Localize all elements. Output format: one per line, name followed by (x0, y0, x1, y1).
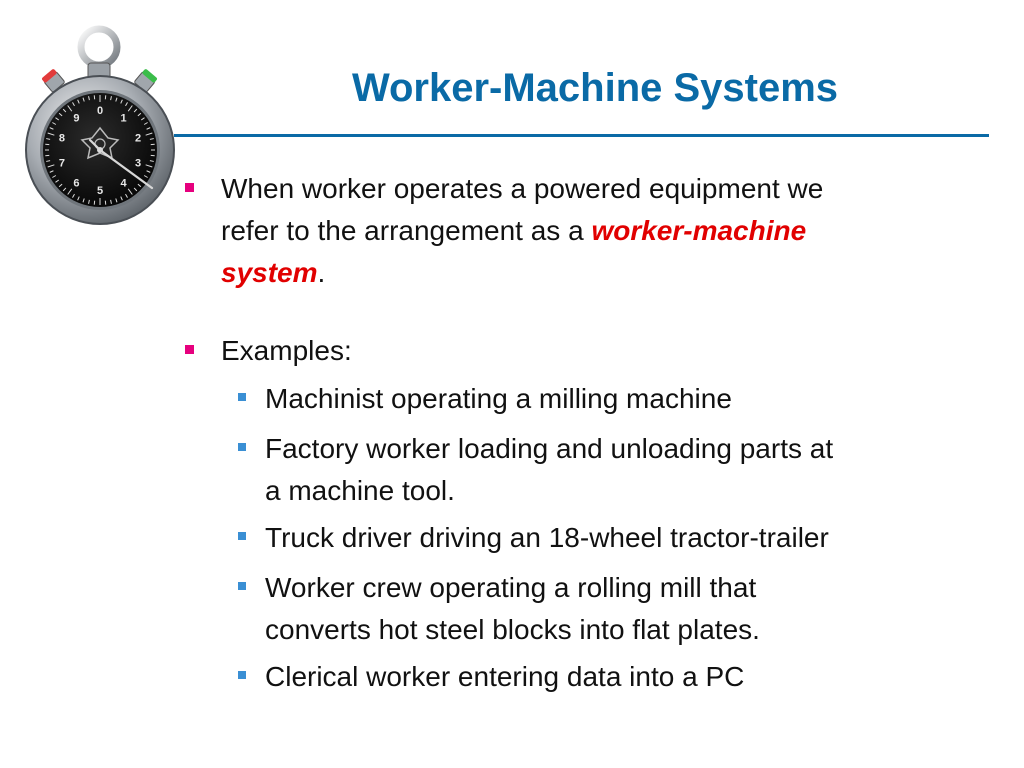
bullet-line: converts hot steel blocks into flat plates. (265, 614, 760, 645)
bullet-marker (185, 183, 194, 192)
bullet-text: refer to the arrangement as a (221, 215, 592, 246)
bullet-line: Worker crew operating a rolling mill that (265, 572, 757, 603)
sub-bullet-marker (238, 671, 246, 679)
bullet-line: When worker operates a powered equipment we (221, 173, 824, 204)
sub-bullet-item (265, 428, 833, 512)
bullet-marker (185, 345, 194, 354)
bullet-line: Truck driver driving an 18-wheel tractor-trailer (265, 522, 829, 553)
dial-number: 9 (73, 112, 80, 125)
bullet-worker-machine (221, 168, 823, 294)
sub-bullet-marker (238, 443, 246, 451)
sub-bullet-marker (238, 393, 246, 401)
dial-number: 6 (73, 177, 80, 190)
sub-bullet-item (265, 517, 829, 559)
dial-number: 8 (58, 132, 66, 145)
dial-number: 5 (96, 185, 104, 197)
bullet-text: . (317, 257, 326, 288)
slide-title: Worker-Machine Systems (351, 66, 839, 110)
emphasis-term: worker-machine (591, 215, 807, 246)
dial-number: 2 (134, 132, 142, 145)
bullet-line (221, 252, 823, 294)
bullet-line: Factory worker loading and unloading parts at (265, 433, 834, 464)
bullet-line (221, 210, 823, 252)
bullet-line: Machinist operating a milling machine (265, 383, 732, 414)
bullet-line: Examples: (221, 335, 352, 366)
bullet-examples (221, 330, 352, 372)
dial-number: 3 (134, 157, 142, 170)
sub-bullet-item (265, 567, 760, 651)
sub-bullet-marker (238, 582, 246, 590)
dial-number: 0 (96, 105, 104, 117)
dial-number: 4 (120, 177, 127, 190)
bullet-line: Clerical worker entering data into a PC (265, 661, 745, 692)
sub-bullet-marker (238, 532, 246, 540)
bullet-line: a machine tool. (265, 475, 455, 506)
sub-bullet-item (265, 378, 732, 420)
dial-number: 1 (120, 112, 127, 125)
dial-number: 7 (58, 157, 66, 170)
sub-bullet-item (265, 656, 744, 698)
emphasis-term: system (221, 257, 318, 288)
